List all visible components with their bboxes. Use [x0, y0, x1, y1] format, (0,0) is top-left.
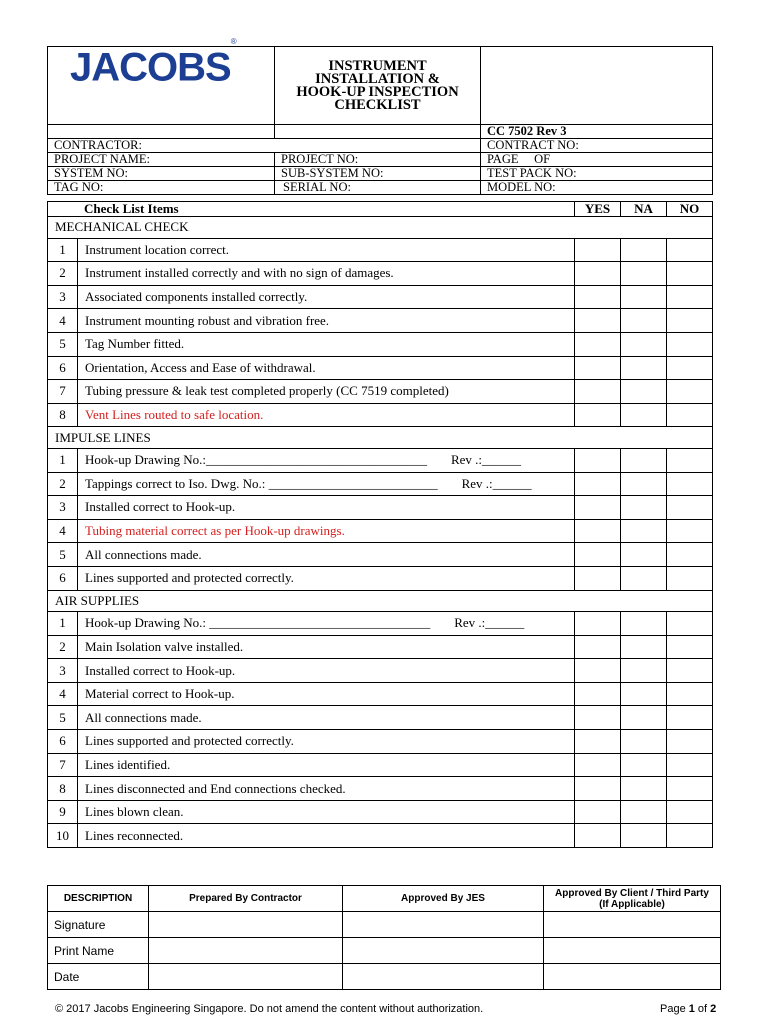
na-checkbox-cell[interactable]: [621, 800, 667, 824]
checklist-row: [48, 635, 713, 659]
contractor-signoff-cell[interactable]: [149, 964, 343, 990]
yes-checkbox-cell[interactable]: [575, 824, 621, 848]
checklist-row: [48, 566, 713, 590]
client-signoff-cell[interactable]: [544, 964, 721, 990]
item-label: Tag Number fitted.: [85, 336, 185, 352]
item-number: 8: [48, 777, 78, 801]
signoff-row: [48, 938, 721, 964]
col-items: Check List Items: [48, 202, 575, 217]
na-checkbox-cell[interactable]: [621, 566, 667, 590]
yes-checkbox-cell[interactable]: [575, 566, 621, 590]
item-text: [78, 238, 575, 262]
na-checkbox-cell[interactable]: [621, 753, 667, 777]
item-label: Main Isolation valve installed.: [85, 638, 244, 654]
item-label: Tubing material correct as per Hook-up drawings.: [85, 523, 345, 539]
no-checkbox-cell[interactable]: [667, 753, 713, 777]
header-table: [47, 37, 713, 195]
no-checkbox-cell[interactable]: [667, 380, 713, 404]
na-checkbox-cell[interactable]: [621, 777, 667, 801]
jes-signoff-cell[interactable]: [343, 964, 544, 990]
item-text: [78, 332, 575, 356]
col-prepared-contractor: Prepared By Contractor: [149, 886, 343, 912]
client-signoff-cell[interactable]: [544, 912, 721, 938]
signoff-body: [48, 912, 721, 990]
item-number: 6: [48, 356, 78, 380]
item-number: 1: [48, 448, 78, 472]
item-text: [78, 309, 575, 333]
tag-no-field[interactable]: TAG NO:: [48, 181, 275, 195]
serial-no-field[interactable]: SERIAL NO:: [275, 181, 481, 195]
checklist-header-row: [48, 202, 713, 217]
page-field[interactable]: PAGE OF: [481, 153, 713, 167]
item-label: Installed correct to Hook-up.: [85, 662, 236, 678]
checklist-row: [48, 730, 713, 754]
checklist-row: [48, 800, 713, 824]
yes-checkbox-cell[interactable]: [575, 659, 621, 683]
logo-cell: [48, 37, 275, 125]
yes-checkbox-cell[interactable]: [575, 332, 621, 356]
na-checkbox-cell[interactable]: [621, 285, 667, 309]
item-label: Vent Lines routed to safe location.: [85, 407, 264, 423]
yes-checkbox-cell[interactable]: [575, 472, 621, 496]
item-number: 8: [48, 403, 78, 427]
item-number: 4: [48, 309, 78, 333]
checklist-row: [48, 238, 713, 262]
yes-checkbox-cell[interactable]: [575, 403, 621, 427]
no-checkbox-cell[interactable]: [667, 403, 713, 427]
yes-checkbox-cell[interactable]: [575, 238, 621, 262]
item-text: [78, 730, 575, 754]
item-label: Lines supported and protected correctly.: [85, 733, 294, 749]
item-number: 1: [48, 238, 78, 262]
revision-field[interactable]: Rev .:______: [450, 452, 522, 468]
yes-checkbox-cell[interactable]: [575, 635, 621, 659]
contractor-field[interactable]: CONTRACTOR:: [48, 139, 481, 153]
checklist-row: [48, 777, 713, 801]
item-number: 3: [48, 496, 78, 520]
signoff-row: [48, 912, 721, 938]
item-label: All connections made.: [85, 709, 202, 725]
signoff-label: Date: [48, 964, 149, 990]
item-label: Lines disconnected and End connections checked.: [85, 780, 346, 796]
item-number: 5: [48, 332, 78, 356]
na-checkbox-cell[interactable]: [621, 238, 667, 262]
na-checkbox-cell[interactable]: [621, 635, 667, 659]
no-checkbox-cell[interactable]: [667, 309, 713, 333]
no-checkbox-cell[interactable]: [667, 285, 713, 309]
section-title: MECHANICAL CHECK: [48, 217, 713, 239]
no-checkbox-cell[interactable]: [667, 496, 713, 520]
na-checkbox-cell[interactable]: [621, 356, 667, 380]
no-checkbox-cell[interactable]: [667, 262, 713, 286]
item-label: Lines blown clean.: [85, 804, 184, 820]
no-checkbox-cell[interactable]: [667, 448, 713, 472]
yes-checkbox-cell[interactable]: [575, 706, 621, 730]
item-label: Instrument mounting robust and vibration free.: [85, 312, 330, 328]
yes-checkbox-cell[interactable]: [575, 753, 621, 777]
yes-checkbox-cell[interactable]: [575, 448, 621, 472]
na-checkbox-cell[interactable]: [621, 332, 667, 356]
client-signoff-cell[interactable]: [544, 938, 721, 964]
col-approved-client: Approved By Client / Third Party (If Applicable): [544, 886, 721, 912]
section-row: [48, 427, 713, 449]
document-title: INSTRUMENT INSTALLATION & HOOK-UP INSPECTION CHECKLIST: [275, 47, 481, 125]
contractor-signoff-cell[interactable]: [149, 938, 343, 964]
item-number: 2: [48, 635, 78, 659]
item-number: 2: [48, 262, 78, 286]
yes-checkbox-cell[interactable]: [575, 496, 621, 520]
col-yes: YES: [575, 202, 621, 217]
item-number: 2: [48, 472, 78, 496]
section-title: IMPULSE LINES: [48, 427, 713, 449]
no-checkbox-cell[interactable]: [667, 635, 713, 659]
item-number: 1: [48, 612, 78, 636]
contractor-signoff-cell[interactable]: [149, 912, 343, 938]
jes-signoff-cell[interactable]: [343, 938, 544, 964]
no-checkbox-cell[interactable]: [667, 332, 713, 356]
item-label: Installed correct to Hook-up.: [85, 499, 236, 515]
no-checkbox-cell[interactable]: [667, 824, 713, 848]
section-title: AIR SUPPLIES: [48, 590, 713, 612]
checklist-row: [48, 824, 713, 848]
checklist-row: [48, 356, 713, 380]
checklist-row: [48, 448, 713, 472]
system-no-field[interactable]: SYSTEM NO:: [48, 167, 275, 181]
checklist-row: [48, 309, 713, 333]
checklist-row: [48, 262, 713, 286]
item-text: [78, 753, 575, 777]
na-checkbox-cell[interactable]: [621, 730, 667, 754]
jacobs-logo: JACOBS®: [70, 37, 237, 90]
yes-checkbox-cell[interactable]: [575, 380, 621, 404]
copyright-notice: © 2017 Jacobs Engineering Singapore. Do not amend the content without authorization.: [55, 1003, 484, 1015]
item-text: [78, 612, 575, 636]
no-checkbox-cell[interactable]: [667, 543, 713, 567]
item-number: 9: [48, 800, 78, 824]
na-checkbox-cell[interactable]: [621, 448, 667, 472]
item-text: [78, 496, 575, 520]
item-number: 4: [48, 682, 78, 706]
page-indicator: Page 1 of 2: [660, 1003, 717, 1015]
yes-checkbox-cell[interactable]: [575, 730, 621, 754]
signoff-row: [48, 964, 721, 990]
item-number: 7: [48, 380, 78, 404]
item-label: Associated components installed correctly.: [85, 289, 308, 305]
signoff-label: Print Name: [48, 938, 149, 964]
no-checkbox-cell[interactable]: [667, 612, 713, 636]
no-checkbox-cell[interactable]: [667, 706, 713, 730]
revision-field[interactable]: Rev .:______: [461, 475, 532, 491]
no-checkbox-cell[interactable]: [667, 472, 713, 496]
yes-checkbox-cell[interactable]: [575, 309, 621, 333]
no-checkbox-cell[interactable]: [667, 566, 713, 590]
item-text: [78, 403, 575, 427]
signoff-table: [47, 885, 721, 990]
checklist-row: [48, 519, 713, 543]
na-checkbox-cell[interactable]: [621, 612, 667, 636]
item-number: 10: [48, 824, 78, 848]
item-number: 5: [48, 706, 78, 730]
checklist-row: [48, 682, 713, 706]
checklist-row: [48, 380, 713, 404]
model-no-field[interactable]: MODEL NO:: [481, 181, 713, 195]
doc-ref: CC 7502 Rev 3: [481, 125, 713, 139]
section-row: [48, 590, 713, 612]
checklist-row: [48, 496, 713, 520]
signoff-header-row: [48, 886, 721, 912]
no-checkbox-cell[interactable]: [667, 730, 713, 754]
item-text: [78, 659, 575, 683]
item-label: Tappings correct to Iso. Dwg. No.: __________________________: [85, 475, 438, 491]
item-label: Lines reconnected.: [85, 827, 184, 843]
item-number: 6: [48, 566, 78, 590]
item-number: 3: [48, 285, 78, 309]
no-checkbox-cell[interactable]: [667, 356, 713, 380]
col-na: NA: [621, 202, 667, 217]
checklist-row: [48, 706, 713, 730]
item-text: [78, 800, 575, 824]
test-pack-no-field[interactable]: TEST PACK NO:: [481, 167, 713, 181]
item-label: Orientation, Access and Ease of withdrawal.: [85, 359, 316, 375]
signoff-label: Signature: [48, 912, 149, 938]
no-checkbox-cell[interactable]: [667, 777, 713, 801]
checklist-row: [48, 543, 713, 567]
no-checkbox-cell[interactable]: [667, 238, 713, 262]
yes-checkbox-cell[interactable]: [575, 285, 621, 309]
yes-checkbox-cell[interactable]: [575, 543, 621, 567]
yes-checkbox-cell[interactable]: [575, 682, 621, 706]
checklist-row: [48, 285, 713, 309]
item-text: [78, 543, 575, 567]
project-name-field[interactable]: PROJECT NAME:: [48, 153, 275, 167]
yes-checkbox-cell[interactable]: [575, 356, 621, 380]
na-checkbox-cell[interactable]: [621, 262, 667, 286]
item-label: Material correct to Hook-up.: [85, 686, 235, 702]
contract-no-field[interactable]: CONTRACT NO:: [481, 139, 713, 153]
item-label: Hook-up Drawing No.: __________________________________: [85, 615, 431, 631]
item-label: Hook-up Drawing No.:__________________________________: [85, 452, 427, 468]
checklist-row: [48, 659, 713, 683]
item-label: All connections made.: [85, 546, 202, 562]
item-text: [78, 356, 575, 380]
checklist-row: [48, 332, 713, 356]
na-checkbox-cell[interactable]: [621, 659, 667, 683]
item-number: 3: [48, 659, 78, 683]
na-checkbox-cell[interactable]: [621, 706, 667, 730]
no-checkbox-cell[interactable]: [667, 682, 713, 706]
item-label: Lines identified.: [85, 756, 171, 772]
yes-checkbox-cell[interactable]: [575, 519, 621, 543]
jes-signoff-cell[interactable]: [343, 912, 544, 938]
item-number: 6: [48, 730, 78, 754]
item-text: [78, 285, 575, 309]
item-label: Tubing pressure & leak test completed properly (CC 7519 completed): [85, 383, 449, 399]
project-no-field[interactable]: PROJECT NO:: [275, 153, 481, 167]
checklist-row: [48, 612, 713, 636]
no-checkbox-cell[interactable]: [667, 519, 713, 543]
no-checkbox-cell[interactable]: [667, 659, 713, 683]
item-number: 5: [48, 543, 78, 567]
checklist-row: [48, 753, 713, 777]
revision-field[interactable]: Rev .:______: [454, 615, 525, 631]
item-number: 4: [48, 519, 78, 543]
item-label: Instrument installed correctly and with no sign of damages.: [85, 265, 394, 281]
item-text: [78, 519, 575, 543]
item-number: 7: [48, 753, 78, 777]
section-row: [48, 217, 713, 239]
checklist-row: [48, 403, 713, 427]
item-text: [78, 448, 575, 472]
na-checkbox-cell[interactable]: [621, 496, 667, 520]
item-text: [78, 777, 575, 801]
yes-checkbox-cell[interactable]: [575, 612, 621, 636]
yes-checkbox-cell[interactable]: [575, 800, 621, 824]
na-checkbox-cell[interactable]: [621, 309, 667, 333]
item-text: [78, 824, 575, 848]
item-text: [78, 566, 575, 590]
na-checkbox-cell[interactable]: [621, 472, 667, 496]
item-label: Instrument location correct.: [85, 241, 230, 257]
na-checkbox-cell[interactable]: [621, 543, 667, 567]
yes-checkbox-cell[interactable]: [575, 777, 621, 801]
checklist-row: [48, 472, 713, 496]
header-blank: [481, 47, 713, 125]
col-description: DESCRIPTION: [48, 886, 149, 912]
na-checkbox-cell[interactable]: [621, 403, 667, 427]
no-checkbox-cell[interactable]: [667, 800, 713, 824]
na-checkbox-cell[interactable]: [621, 380, 667, 404]
yes-checkbox-cell[interactable]: [575, 262, 621, 286]
item-text: [78, 706, 575, 730]
checklist-body: [48, 217, 713, 848]
sub-system-no-field[interactable]: SUB-SYSTEM NO:: [275, 167, 481, 181]
item-text: [78, 380, 575, 404]
na-checkbox-cell[interactable]: [621, 682, 667, 706]
item-text: [78, 262, 575, 286]
col-no: NO: [667, 202, 713, 217]
na-checkbox-cell[interactable]: [621, 824, 667, 848]
item-text: [78, 682, 575, 706]
na-checkbox-cell[interactable]: [621, 519, 667, 543]
item-text: [78, 472, 575, 496]
col-approved-jes: Approved By JES: [343, 886, 544, 912]
item-label: Lines supported and protected correctly.: [85, 570, 294, 586]
item-text: [78, 635, 575, 659]
checklist-table: [47, 201, 713, 848]
